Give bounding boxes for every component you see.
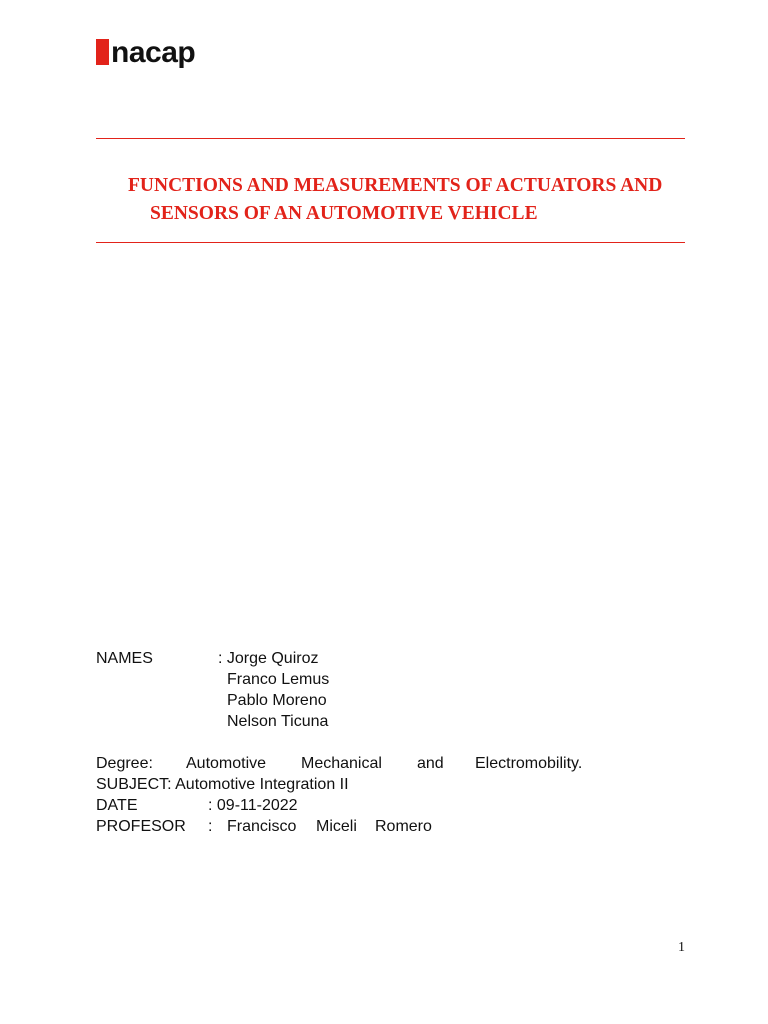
logo-mark-icon xyxy=(96,39,109,65)
profesor-word: : xyxy=(208,818,213,835)
profesor-row xyxy=(96,816,696,837)
degree-word: Degree: xyxy=(96,755,153,772)
date-value: : 09-11-2022 xyxy=(208,797,298,814)
names-row xyxy=(96,669,696,690)
subject-row: SUBJECT: Automotive Integration II xyxy=(96,776,349,793)
profesor-word: Francisco xyxy=(227,818,297,835)
title-line-2: SENSORS OF AN AUTOMOTIVE VEHICLE xyxy=(150,203,538,224)
cover-info-block xyxy=(96,648,696,837)
profesor-word: PROFESOR xyxy=(96,818,186,835)
title-bottom-rule xyxy=(96,242,685,243)
degree-word: Mechanical xyxy=(301,755,382,772)
degree-row xyxy=(96,753,591,774)
name-item: Franco Lemus xyxy=(227,671,330,688)
title-line-1: FUNCTIONS AND MEASUREMENTS OF ACTUATORS AND xyxy=(128,175,663,196)
name-item: : Jorge Quiroz xyxy=(218,650,319,667)
degree-word: and xyxy=(417,755,444,772)
date-label: DATE xyxy=(96,797,138,814)
profesor-word: Romero xyxy=(375,818,432,835)
document-title xyxy=(96,172,716,228)
names-row xyxy=(96,690,696,711)
page-number: 1 xyxy=(678,940,685,955)
name-item: Nelson Ticuna xyxy=(227,713,329,730)
degree-word: Automotive xyxy=(186,755,267,772)
inacap-logo xyxy=(96,26,228,80)
spacer xyxy=(96,732,696,753)
names-label: NAMES xyxy=(96,650,153,667)
profesor-word: Miceli xyxy=(316,818,357,835)
title-top-rule xyxy=(96,138,685,139)
logo-text: nacap xyxy=(111,36,196,69)
names-row xyxy=(96,711,696,732)
name-item: Pablo Moreno xyxy=(227,692,327,709)
date-row xyxy=(96,795,696,816)
degree-word: Electromobility. xyxy=(475,755,583,772)
names-row xyxy=(96,648,696,669)
